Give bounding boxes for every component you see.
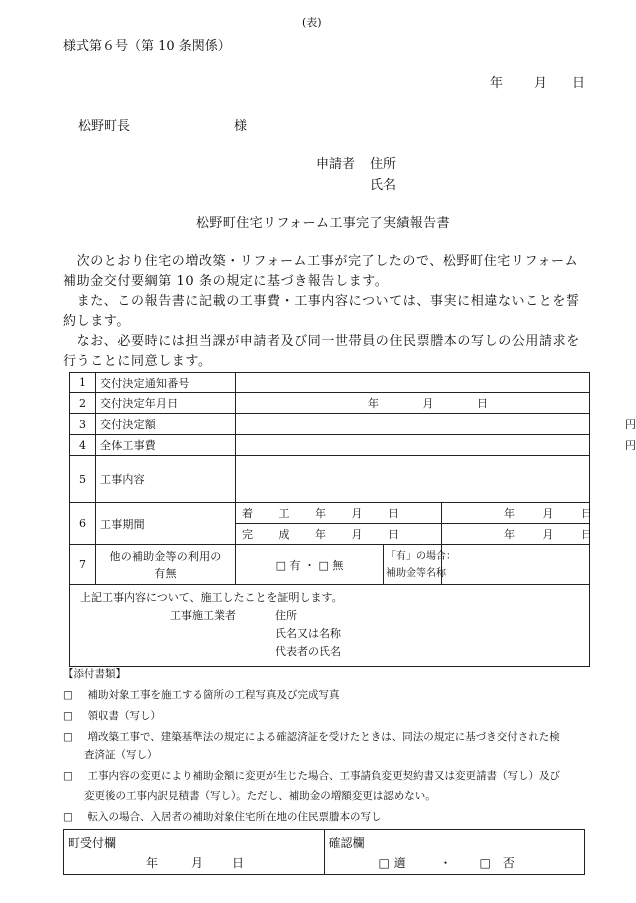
form-number: 様式第６号（第 10 条関係）	[63, 39, 231, 54]
notice-number-field[interactable]	[236, 373, 590, 393]
row-label: 他の補助金等の利用の 有無	[96, 545, 236, 585]
document-title: 松野町住宅リフォーム工事完了実績報告書	[196, 216, 450, 231]
reception-day: 日	[232, 856, 245, 870]
decision-day: 日	[477, 397, 488, 410]
attachment-item[interactable]: □ 補助対象工事を施工する箇所の工程写真及び完成写真	[63, 685, 340, 705]
report-table	[69, 372, 636, 667]
attachment-item-continued: 変更後の工事内訳見積書（写し）。ただし、補助金の増額変更は認めない。	[84, 790, 436, 802]
checkbox-icon: □	[63, 710, 73, 722]
row-number: 7	[70, 545, 96, 585]
address-label: 住所	[370, 157, 397, 172]
decision-year: 年	[368, 397, 379, 410]
reception-label: 町受付欄	[68, 836, 117, 850]
table-row	[70, 456, 590, 503]
representative-label: 代表者の氏名	[275, 645, 341, 658]
checkbox-icon: □	[63, 770, 73, 782]
table-row	[70, 545, 590, 585]
confirm-separator: ・	[439, 856, 452, 870]
work-content-field[interactable]	[236, 456, 590, 503]
contractor-name-label: 氏名又は名称	[275, 627, 341, 640]
row-label: 工事期間	[96, 503, 236, 545]
row-label: 全体工事費	[96, 435, 236, 456]
decision-amount-field[interactable]	[236, 414, 636, 435]
finish-date-field[interactable]: 年 月 日	[442, 524, 590, 545]
table-row	[70, 585, 590, 667]
table-row	[70, 414, 590, 435]
body-paragraph-2: また、この報告書に記載の工事費・工事内容については、事実に相違ないことを誓約します。	[63, 294, 580, 329]
date-month: 月	[534, 76, 548, 91]
confirm-label: 確認欄	[328, 836, 365, 850]
decision-date-field[interactable]	[236, 393, 590, 414]
body-paragraph-1: 次のとおり住宅の増改築・リフォーム工事が完了したので、松野町住宅リフォーム補助金交付要綱第 10 条の規定に基づき報告します。	[63, 254, 579, 289]
contractor-address-label: 住所	[275, 609, 297, 622]
reception-cell[interactable]	[64, 830, 324, 874]
yen-unit: 円	[625, 439, 636, 452]
row-label: 交付決定通知番号	[96, 373, 236, 393]
attachments-heading: 【添付書類】	[63, 668, 126, 680]
checkbox-icon: □	[63, 731, 73, 743]
name-label: 氏名	[370, 178, 397, 193]
applicant-label: 申請者	[316, 157, 356, 172]
subsidy-name-field[interactable]	[442, 545, 590, 585]
finish-label: 完 成 年 月 日	[236, 524, 442, 545]
other-subsidy-checkbox[interactable]: □ 有 ・ □ 無	[236, 545, 384, 585]
honorific: 様	[234, 119, 248, 134]
start-date-field[interactable]: 年 月 日	[442, 503, 590, 524]
reception-month: 月	[191, 856, 204, 870]
row-label: 交付決定額	[96, 414, 236, 435]
certification-block	[70, 585, 590, 667]
start-label: 着 工 年 月 日	[236, 503, 442, 524]
contractor-label: 工事施工業者	[170, 609, 236, 622]
row-label: 工事内容	[96, 456, 236, 503]
confirm-ok-checkbox[interactable]: □ 適	[378, 856, 406, 870]
office-use-box	[63, 829, 585, 875]
attachment-item-continued: 査済証（写し）	[84, 749, 158, 761]
checkbox-icon: □	[63, 689, 73, 701]
row-number: 6	[70, 503, 96, 545]
yen-unit: 円	[625, 418, 636, 431]
decision-month: 月	[422, 397, 434, 410]
checkbox-icon: □	[63, 811, 73, 823]
row-label: 交付決定年月日	[96, 393, 236, 414]
table-row	[70, 393, 590, 414]
row-number: 1	[70, 373, 96, 393]
attachment-item[interactable]: □ 領収書（写し）	[63, 706, 161, 726]
recipient: 松野町長	[78, 119, 131, 134]
body-paragraph-3: なお、必要時には担当課が申請者及び同一世帯員の住民票謄本の写しの公用請求を行うことに同意します。	[63, 334, 580, 369]
certify-text: 上記工事内容について、施工したことを証明します。	[80, 591, 343, 604]
row-number: 3	[70, 414, 96, 435]
side-mark: (表)	[302, 16, 322, 29]
confirm-cell[interactable]	[324, 830, 585, 874]
table-row	[70, 435, 590, 456]
table-row	[70, 373, 590, 393]
attachment-item[interactable]: □ 増改築工事で、建築基準法の規定による確認済証を受けたときは、同法の規定に基づき交付された検	[63, 727, 560, 747]
row-number: 5	[70, 456, 96, 503]
row-number: 4	[70, 435, 96, 456]
confirm-ng-checkbox[interactable]: □ 否	[479, 856, 515, 870]
reception-year: 年	[146, 856, 159, 870]
date-year: 年	[490, 76, 504, 91]
total-cost-field[interactable]	[236, 435, 636, 456]
table-row	[70, 503, 590, 524]
date-day: 日	[572, 76, 586, 91]
if-yes-label: 「有」の場合： 補助金等名称	[384, 545, 442, 585]
attachment-item[interactable]: □ 工事内容の変更により補助金額に変更が生じた場合、工事請負変更契約書又は変更請書（写し）及び	[63, 766, 560, 786]
row-number: 2	[70, 393, 96, 414]
attachment-item[interactable]: □ 転入の場合、入居者の補助対象住宅所在地の住民票謄本の写し	[63, 807, 382, 827]
